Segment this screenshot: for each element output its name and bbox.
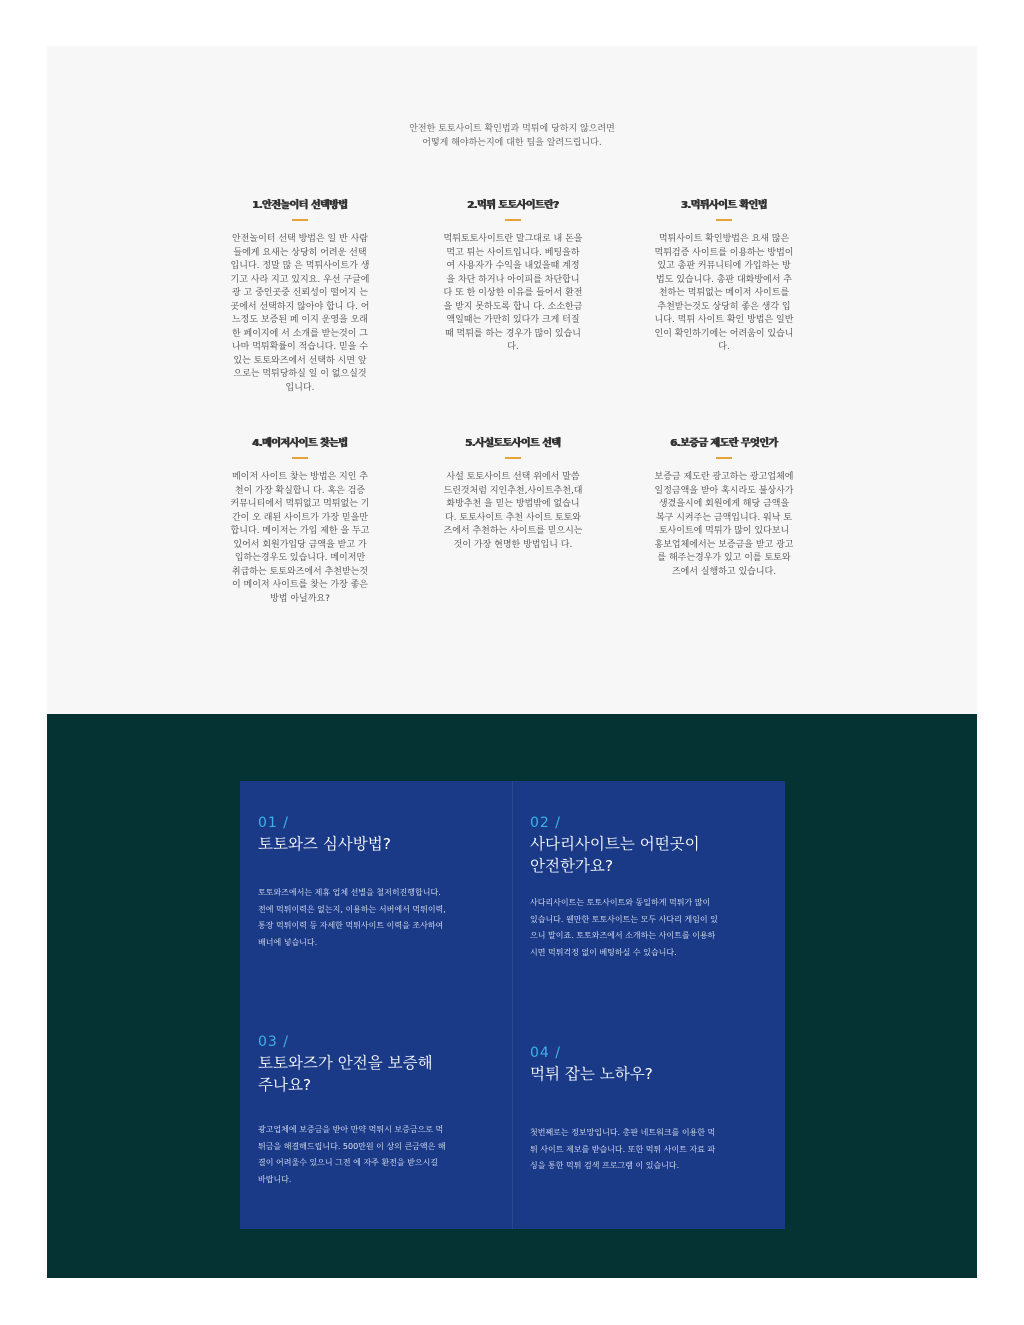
intro-line-1: 안전한 토토사이트 확인법과 먹튀에 당하지 않으려면: [409, 124, 615, 134]
tip-body: 먹튀사이트 확인방법은 요새 많은 먹튀검증 사이트를 이용하는 방법이 있고 총판 커뮤니티에 가입하는 방법도 있습니다. 총판 대화방에서 추천하는 먹튀없는 메이저 사이트를 추천받는것도 상당히 좋은 생각 입니다. 먹튀 사이트 확인 방법은 일반인이 확인하기에는 어려움이 있습니다.: [654, 234, 794, 352]
tip-title: 2.먹튀 토토사이트란?: [467, 200, 559, 211]
faq-title-line: 주나요?: [258, 1076, 312, 1094]
faq-title: [530, 833, 720, 877]
faq-body: 광고업체에 보증금을 받아 만약 먹튀시 보증금으로 먹튀금을 해결해드립니다. 500만원 이 상의 큰금액은 해결이 어려울수 있으니 그전 에 자주 환전을 받으시길 바랍니다.: [258, 1125, 446, 1184]
tip-body: 사설 토토사이트 선택 위에서 말씀드린것처럼 지인추천,사이트추천,대화방추천 을 믿는 방법밖에 없습니다. 토토사이트 추천 사이트 토토와즈에서 추천하는 사이트를 믿으시는 것이 가장 현명한 방법입니 다.: [443, 472, 583, 550]
tip-divider: [505, 219, 521, 221]
tip-divider: [292, 219, 308, 221]
tip-title: 6.보증금 제도란 무엇인가: [670, 438, 778, 449]
tip-title: 3.먹튀사이트 확인법: [680, 200, 768, 211]
panel-divider: [512, 781, 513, 1229]
tip-card: [443, 196, 583, 355]
faq-body: 첫번째로는 정보망입니다. 총판 네트워크를 이용한 먹튀 사이트 제보를 받습니다. 또한 먹튀 사이트 자료 파싱을 통한 먹튀 검색 프로그램 이 있습니다.: [530, 1128, 716, 1170]
faq-title-line: 토토와즈 심사방법?: [258, 835, 391, 853]
faq-title-line: 안전한가요?: [530, 857, 614, 875]
faq-body: 토토와즈에서는 제휴 업체 선별을 철저히진행합니다. 전에 먹튀이력은 없는지, 이용하는 서버에서 먹튀이력,통장 먹튀이력 등 자세한 먹튀사이트 이력을 조사하여 배너에 넣습니다.: [258, 888, 446, 947]
faq-title: [530, 1063, 720, 1085]
tip-divider: [716, 457, 732, 459]
tip-body: 안전놀이터 선택 방법은 일 반 사람들에게 요새는 상당히 어려운 선택입니다. 정말 많 은 먹튀사이트가 생기고 사라 지고 있지요. 우선 구글에 광 고 중인곳중 신뢰성이 떨어지 는 곳에서 선택하지 않아야 합니 다. 어느정도 보증된 페 이지 운영을 오래한 페이지에 서 소개를 받는것이 그나마 먹튀확률이 적습니다. 믿을 수 있는 토토와즈에서 선택하 시면 앞으로는 먹튀당하실 일 이 없으실것 입니다.: [230, 234, 370, 393]
faq-item: [258, 1034, 448, 1188]
tips-section: [47, 46, 977, 714]
tip-card: [230, 196, 370, 395]
tip-title: 4.메이저사이트 찾는법: [252, 438, 348, 449]
tip-divider: [292, 457, 308, 459]
faq-title-line: 먹튀 잡는 노하우?: [530, 1065, 653, 1083]
faq-number: 02 /: [530, 815, 561, 831]
intro-line-2: 어떻게 해야하는지에 대한 팁을 알려드립니다.: [422, 138, 602, 148]
tip-body: 먹튀토토사이트란 말그대로 내 돈을 먹고 튀는 사이트입니다. 베팅을하여 사용자가 수익을 내었을때 계정을 차단 하거나 아이피를 차단합니다 또 한 이상한 이유를 들어서 환전을 받지 못하도록 합니 다. 소소한금액일때는 가만히 있다가 크게 터질때 먹튀를 하는 경우가 많이 있습니다.: [443, 234, 583, 352]
tip-body: 메이저 사이트 찾는 방법은 지인 추천이 가장 확실합니 다. 혹은 검증 커뮤니티에서 먹튀없고 먹튀없는 기간이 오 래된 사이트가 가장 믿을만 합니다. 메이저는 가입 제한 을 두고 있어서 회원가입당 금액을 받고 가입하는경우도 있습니다. 메이저만 취급하는 토토와즈에서 추천받는것이 메이저 사이트를 찾는 가장 좋은 방법 아닐까요?: [230, 472, 370, 604]
tip-card: [230, 434, 370, 606]
faq-number: 03 /: [258, 1034, 289, 1050]
faq-title: [258, 833, 448, 855]
faq-title-line: 토토와즈가 안전을 보증해: [258, 1054, 433, 1072]
tip-divider: [505, 457, 521, 459]
tip-title: 1.안전놀이터 선택방법: [252, 200, 348, 211]
faq-body: 사다리사이트는 토토사이트와 동일하게 먹튀가 많이 있습니다. 웬만한 토토사이트는 모두 사다리 게임이 있으니 말이죠. 토토와즈에서 소개하는 사이트를 이용하시면 먹튀걱정 없이 베팅하실 수 있습니다.: [530, 898, 718, 957]
faq-panel: [240, 781, 785, 1229]
faq-title: [258, 1052, 448, 1096]
tip-card: [654, 434, 794, 579]
faq-item: [530, 1045, 720, 1175]
tip-card: [654, 196, 794, 355]
tip-divider: [716, 219, 732, 221]
faq-number: 01 /: [258, 815, 289, 831]
tip-card: [443, 434, 583, 552]
faq-section: [47, 714, 977, 1278]
tip-title: 5.사설토토사이트 선택: [465, 438, 561, 449]
tip-body: 보증금 제도란 광고하는 광고업체에 일정금액을 받아 혹시라도 불상사가 생겼을시에 회원에게 해당 금액을 복구 시켜주는 금액입니다. 워낙 토토사이트에 먹튀가 많이 있다보니 홍보업체에서는 보증금을 받고 광고를 해주는경우가 있고 이를 토토와즈에서 실행하고 있습니다.: [654, 472, 794, 577]
faq-item: [258, 815, 448, 951]
intro-text: [47, 122, 977, 150]
faq-number: 04 /: [530, 1045, 561, 1061]
faq-title-line: 사다리사이트는 어떤곳이: [530, 835, 700, 853]
faq-item: [530, 815, 720, 961]
